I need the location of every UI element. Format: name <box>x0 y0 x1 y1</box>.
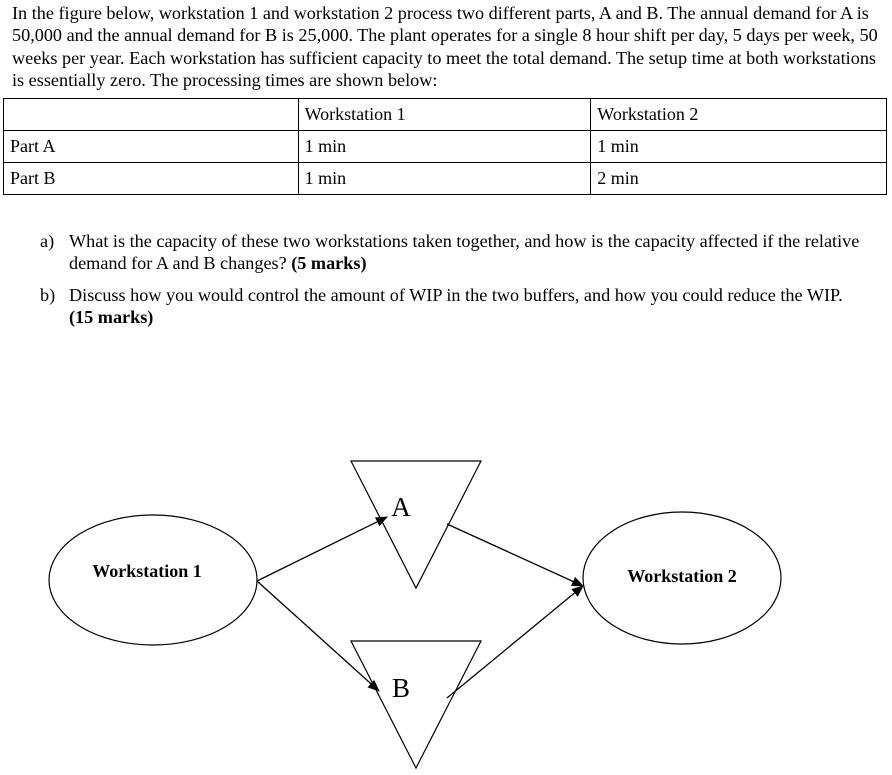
table-header-workstation-1: Workstation 1 <box>298 99 591 131</box>
buffer-a-label: A <box>391 492 411 522</box>
question-b-marks: (15 marks) <box>69 307 154 327</box>
buffer-b-label: B <box>391 673 411 703</box>
workstation-2-label: Workstation 2 <box>627 566 737 586</box>
table-header-workstation-2: Workstation 2 <box>591 99 887 131</box>
question-a <box>40 230 870 274</box>
table-header-empty <box>4 99 299 131</box>
workstation-1-label: Workstation 1 <box>92 561 202 581</box>
cell-part-b-ws2: 2 min <box>591 163 887 195</box>
question-b-text: Discuss how you would control the amount of WIP in the two buffers, and how you could reduce the WIP. <box>69 285 843 305</box>
row-label-part-b: Part B <box>4 163 299 195</box>
cell-part-a-ws2: 1 min <box>591 131 887 163</box>
question-a-label: a) <box>40 231 55 251</box>
arrow-buffer-a-to-ws2 <box>447 524 583 586</box>
row-label-part-a: Part A <box>4 131 299 163</box>
arrow-ws1-to-buffer-b <box>257 581 379 691</box>
question-list <box>40 230 870 338</box>
arrow-ws1-to-buffer-a <box>257 517 387 581</box>
intro-paragraph: In the figure below, workstation 1 and workstation 2 process two different parts, A and B. The annual demand for A is 50,000 and the annual demand for B is 25,000. The plant operates for a single 8 hour shift per day, 5 days per week, 50 weeks per year. Each workstation has sufficient capacity to meet the total demand. The setup time at both workstations is essentially zero. The processing times are shown below: <box>12 3 878 91</box>
buffer-b-triangle <box>351 641 481 768</box>
process-flow-diagram <box>0 440 892 775</box>
question-b <box>40 284 870 328</box>
cell-part-b-ws1: 1 min <box>298 163 591 195</box>
question-a-marks: (5 marks) <box>291 253 367 273</box>
table-header-row <box>4 99 887 131</box>
table-row <box>4 163 887 195</box>
cell-part-a-ws1: 1 min <box>298 131 591 163</box>
processing-times-table <box>3 98 887 195</box>
question-a-text: What is the capacity of these two workstations taken together, and how is the capacity affected if the relative demand for A and B changes? <box>69 231 860 273</box>
table-row <box>4 131 887 163</box>
question-b-label: b) <box>40 285 56 305</box>
